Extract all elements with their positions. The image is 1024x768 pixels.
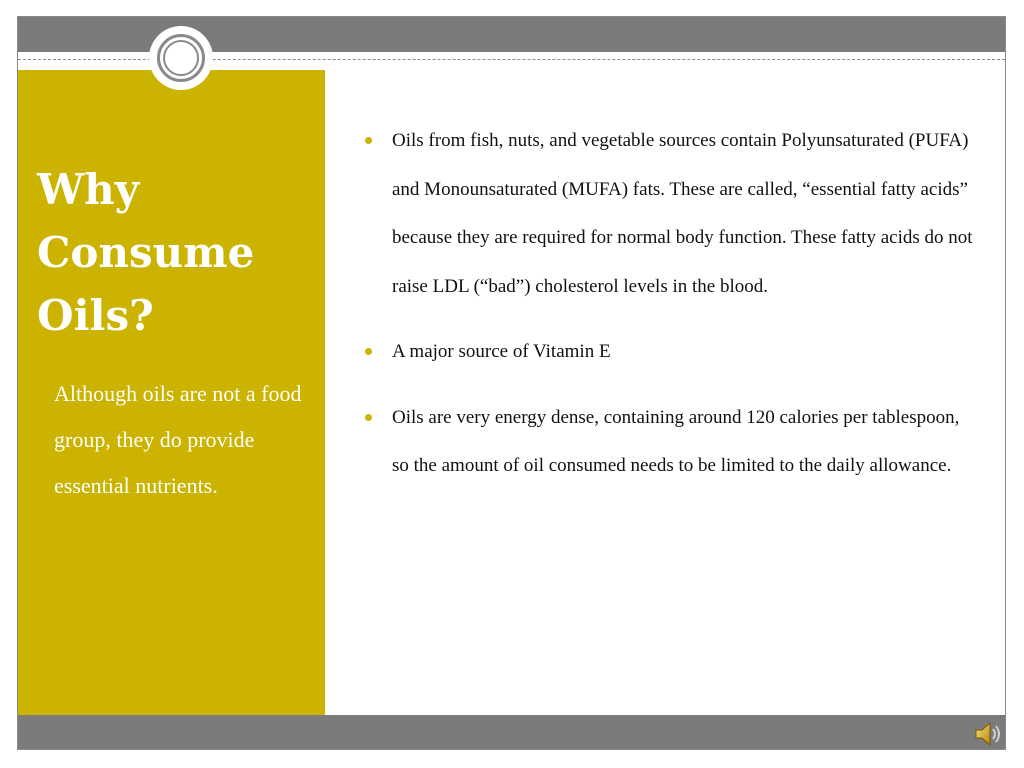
title-panel (18, 70, 325, 717)
bottom-bar (18, 715, 1005, 749)
concentric-circle-icon (149, 26, 213, 90)
speaker-icon[interactable] (974, 720, 1004, 748)
bullet-text-2: A major source of Vitamin E (392, 341, 611, 362)
title-line-1: Why (37, 165, 140, 214)
bullet-dot-icon (365, 414, 372, 421)
bullet-item-2 (365, 328, 975, 377)
bullet-dot-icon (365, 348, 372, 355)
title-line-3: Oils? (37, 291, 154, 340)
slide-subtitle: Although oils are not a food group, they do provide essential nutrients. (54, 381, 302, 498)
bullet-dot-icon (365, 137, 372, 144)
bullet-text-3: Oils are very energy dense, containing around 120 calories per tablespoon, so the amount of oil consumed needs to be limited to the daily allowance. (392, 406, 960, 476)
slide (17, 16, 1006, 750)
bullet-item-3 (365, 394, 975, 491)
bullet-list (365, 117, 975, 508)
circle-inner (163, 40, 199, 76)
bullet-text-1: Oils from fish, nuts, and vegetable sources contain Polyunsaturated (PUFA) and Monounsaturated (MUFA) fats. These are called, “essential fatty acids” because they are required for normal body function. These fatty acids do not raise LDL (“bad”) cholesterol levels in the blood. (392, 130, 973, 297)
title-line-2: Consume (37, 228, 255, 277)
bullet-item-1 (365, 117, 975, 311)
circle-ring (157, 34, 205, 82)
slide-title (37, 158, 317, 347)
